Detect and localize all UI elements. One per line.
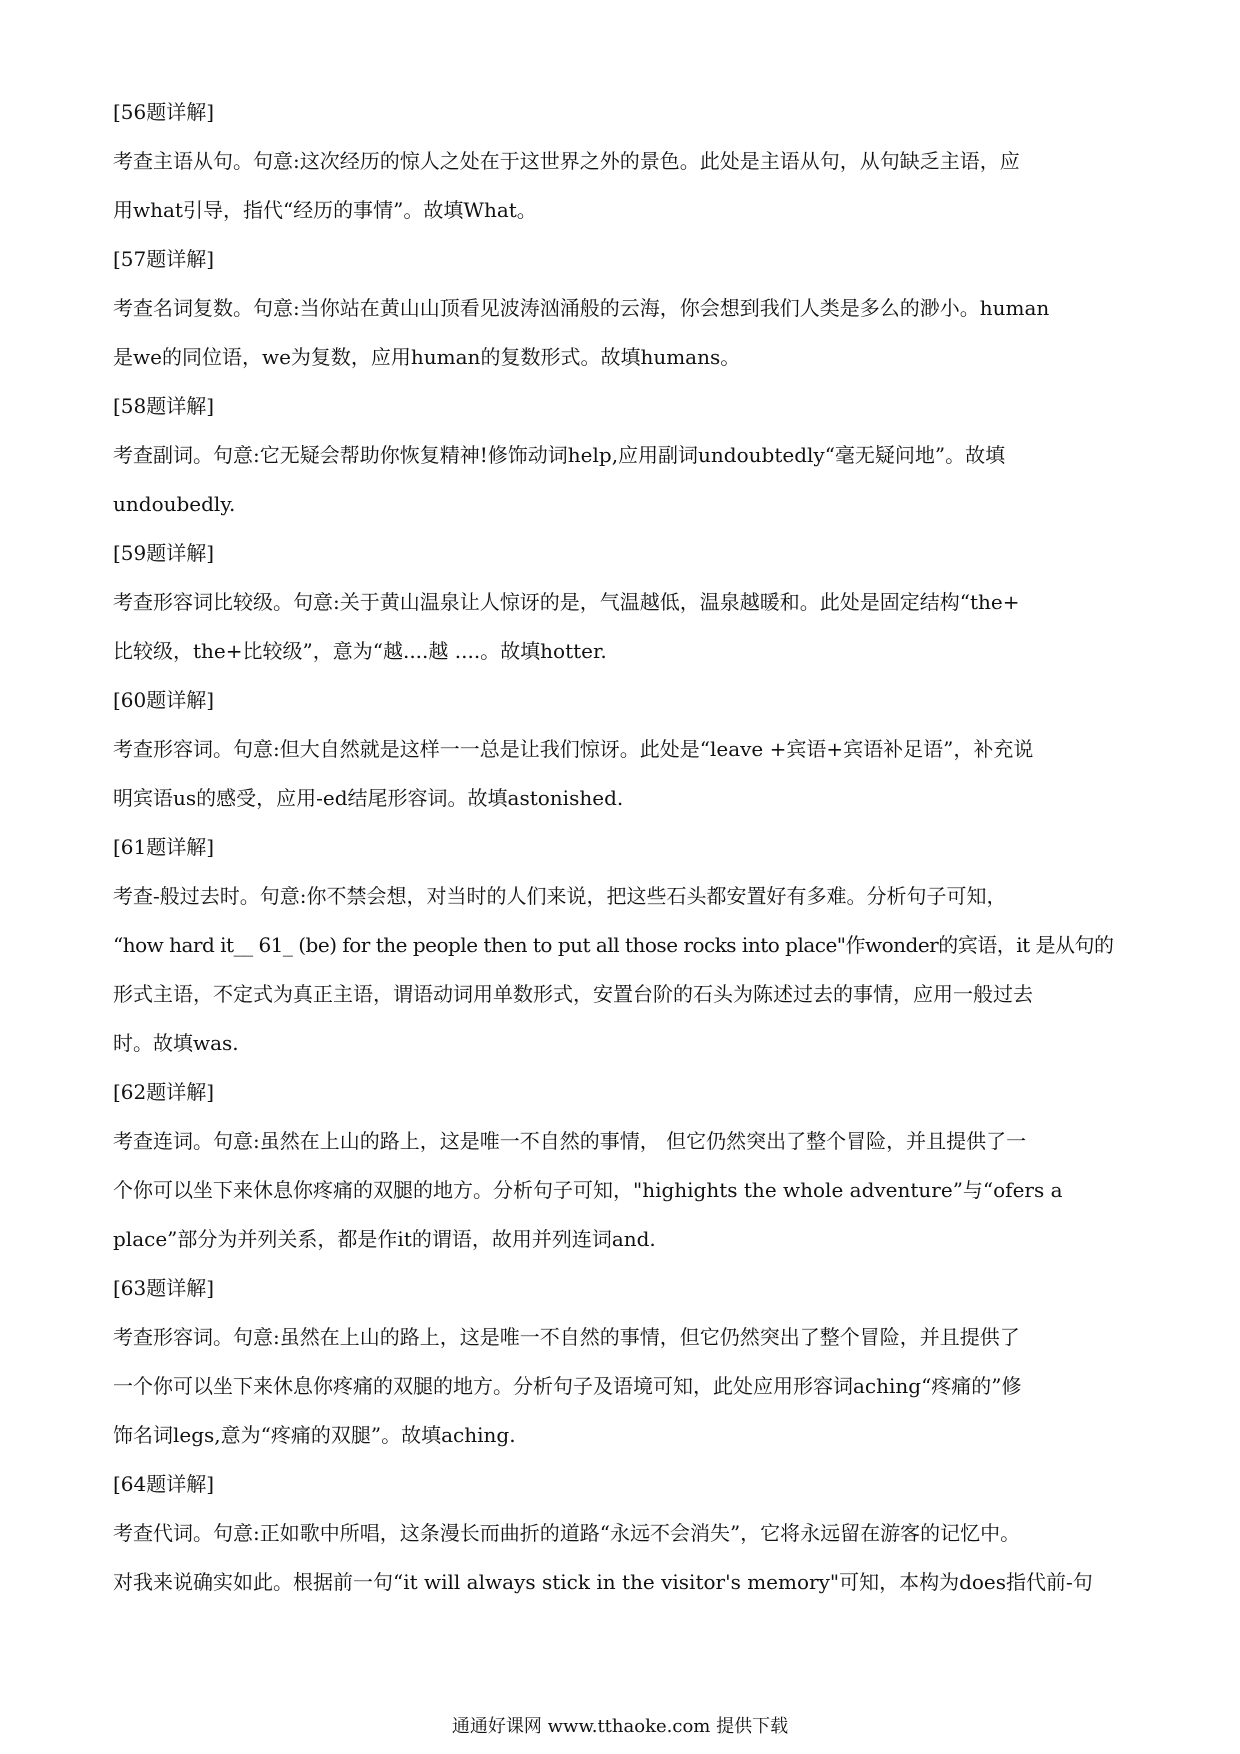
item-header: [59题详解] [113,541,215,565]
item-header: [60题详解] [113,688,215,712]
item-line: 考查形容词。句意:但大自然就是这样一一总是让我们惊讶。此处是“leave +宾语+宾语补足语”，补充说 [113,737,1034,761]
explanation-60 [113,688,1133,810]
item-header: [57题详解] [113,247,215,271]
item-header: [61题详解] [113,835,215,859]
item-line: 考查形容词比较级。句意:关于黄山温泉让人惊讶的是，气温越低，温泉越暖和。此处是固定结构“the+ [113,590,1020,614]
item-line: 一个你可以坐下来休息你疼痛的双腿的地方。分析句子及语境可知，此处应用形容词aching“疼痛的”修 [113,1374,1022,1398]
item-line: undoubedly. [113,492,236,516]
page-footer: 通通好课网 www.tthaoke.com 提供下载 [451,1716,789,1737]
item-header: [56题详解] [113,100,215,124]
item-line: 形式主语，不定式为真正主语，谓语动词用单数形式，安置台阶的石头为陈述过去的事情，应用一般过去 [113,982,1033,1006]
item-line: 比较级，the+比较级”，意为“越....越 ....。故填hotter. [113,639,607,663]
item-line: 对我来说确实如此。根据前一句“it will always stick in the visitor's memory"可知，本构为does指代前-句 [113,1570,1093,1594]
explanation-56 [113,100,1133,222]
item-line: 用what引导，指代“经历的事情”。故填What。 [113,198,537,222]
item-header: [63题详解] [113,1276,215,1300]
item-line: 考查-般过去时。句意:你不禁会想，对当时的人们来说，把这些石头都安置好有多难。分析句子可知， [113,884,1007,908]
explanation-58 [113,394,1133,516]
item-line: “how hard it__ 61_ (be) for the people then to put all those rocks into place"作wonder的宾语，it 是从句的 [113,933,1114,957]
explanation-63 [113,1276,1133,1447]
explanation-64 [113,1472,1133,1594]
explanation-62 [113,1080,1133,1251]
explanation-57 [113,247,1133,369]
item-line: 考查代词。句意:正如歌中所唱，这条漫长而曲折的道路“永远不会消失”，它将永远留在游客的记忆中。 [113,1521,1021,1545]
explanation-61 [113,835,1133,1055]
item-line: 时。故填was. [113,1031,239,1055]
item-line: 明宾语us的感受，应用-ed结尾形容词。故填astonished. [113,786,624,810]
item-header: [62题详解] [113,1080,215,1104]
item-line: 考查主语从句。句意:这次经历的惊人之处在于这世界之外的景色。此处是主语从句，从句缺乏主语，应 [113,149,1020,173]
answer-explanations [113,100,1133,1619]
item-line: 个你可以坐下来休息你疼痛的双腿的地方。分析句子可知，"highights the whole adventure”与“ofers a [113,1178,1063,1202]
item-line: 考查名词复数。句意:当你站在黄山山顶看见波涛汹涌般的云海，你会想到我们人类是多么的渺小。human [113,296,1050,320]
item-line: 考查形容词。句意:虽然在上山的路上，这是唯一不自然的事情，但它仍然突出了整个冒险，并且提供了 [113,1325,1020,1349]
item-line: place”部分为并列关系，都是作it的谓语，故用并列连词and. [113,1227,656,1251]
item-line: 是we的同位语，we为复数，应用human的复数形式。故填humans。 [113,345,741,369]
explanation-59 [113,541,1133,663]
item-line: 饰名词legs,意为“疼痛的双腿”。故填aching. [113,1423,516,1447]
item-line: 考查连词。句意:虽然在上山的路上，这是唯一不自然的事情， 但它仍然突出了整个冒险，并且提供了一 [113,1129,1027,1153]
item-header: [64题详解] [113,1472,215,1496]
item-line: 考查副词。句意:它无疑会帮助你恢复精神!修饰动词help,应用副词undoubtedly“毫无疑问地”。故填 [113,443,1006,467]
item-header: [58题详解] [113,394,215,418]
